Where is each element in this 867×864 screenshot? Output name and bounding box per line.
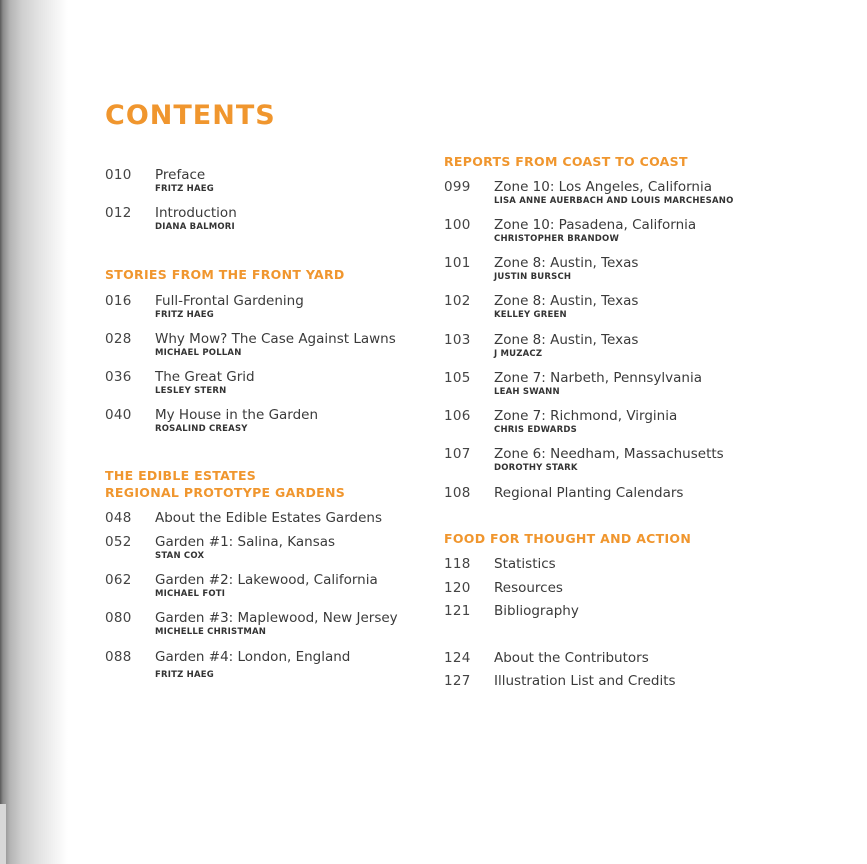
entry-author: JUSTIN BURSCH — [494, 272, 572, 282]
entry-author: MICHAEL FOTI — [155, 589, 226, 599]
page-number: 088 — [105, 649, 132, 665]
entry-title: Illustration List and Credits — [494, 673, 676, 689]
page-edge — [0, 804, 6, 864]
page-number: 062 — [105, 572, 132, 588]
section-heading: STORIES FROM THE FRONT YARD — [105, 267, 345, 282]
entry-title: Garden #3: Maplewood, New Jersey — [155, 610, 398, 626]
page-number: 100 — [444, 217, 471, 233]
entry-author: MICHELLE CHRISTMAN — [155, 627, 267, 637]
section-heading-line: REGIONAL PROTOTYPE GARDENS — [105, 485, 346, 500]
entry-author: FRITZ HAEG — [155, 670, 214, 680]
page-number: 010 — [105, 167, 132, 183]
entry-title: Zone 7: Richmond, Virginia — [494, 408, 678, 424]
entry-author: ROSALIND CREASY — [155, 424, 248, 434]
page-number: 080 — [105, 610, 132, 626]
entry-title: Garden #4: London, England — [155, 649, 351, 665]
page-number: 052 — [105, 534, 132, 550]
entry-author: DIANA BALMORI — [155, 222, 235, 232]
page-number: 036 — [105, 369, 132, 385]
book-spine-shadow — [0, 0, 68, 864]
section-heading — [105, 467, 345, 501]
entry-author: DOROTHY STARK — [494, 463, 578, 473]
entry-title: Zone 10: Los Angeles, California — [494, 179, 712, 195]
entry-author: LISA ANNE AUERBACH AND LOUIS MARCHESANO — [494, 196, 734, 206]
entry-author: FRITZ HAEG — [155, 184, 214, 194]
section-heading: FOOD FOR THOUGHT AND ACTION — [444, 531, 692, 546]
page-number: 105 — [444, 370, 471, 386]
entry-author: LESLEY STERN — [155, 386, 227, 396]
section-heading: REPORTS FROM COAST TO COAST — [444, 154, 688, 169]
entry-author: KELLEY GREEN — [494, 310, 567, 320]
section-heading-line: THE EDIBLE ESTATES — [105, 468, 257, 483]
entry-title: Zone 7: Narbeth, Pennsylvania — [494, 370, 703, 386]
entry-title: The Great Grid — [155, 369, 255, 385]
page-number: 028 — [105, 331, 132, 347]
entry-title: Zone 6: Needham, Massachusetts — [494, 446, 724, 462]
page-number: 121 — [444, 603, 471, 619]
entry-title: Garden #2: Lakewood, California — [155, 572, 378, 588]
entry-title: Preface — [155, 167, 206, 183]
page-number: 048 — [105, 510, 132, 526]
page-number: 040 — [105, 407, 132, 423]
page-number: 124 — [444, 650, 471, 666]
entry-title: Zone 8: Austin, Texas — [494, 255, 639, 271]
entry-title: Statistics — [494, 556, 556, 572]
entry-author: MICHAEL POLLAN — [155, 348, 242, 358]
entry-author: LEAH SWANN — [494, 387, 560, 397]
page-number: 102 — [444, 293, 471, 309]
page-number: 103 — [444, 332, 471, 348]
entry-title: Bibliography — [494, 603, 579, 619]
page-number: 101 — [444, 255, 471, 271]
entry-author: FRITZ HAEG — [155, 310, 214, 320]
entry-author: J MUZACZ — [494, 349, 543, 359]
entry-title: Why Mow? The Case Against Lawns — [155, 331, 396, 347]
entry-title: My House in the Garden — [155, 407, 319, 423]
entry-title: Resources — [494, 580, 563, 596]
entry-author: CHRIS EDWARDS — [494, 425, 577, 435]
page-number: 012 — [105, 205, 132, 221]
page-number: 106 — [444, 408, 471, 424]
page-number: 120 — [444, 580, 471, 596]
entry-title: Garden #1: Salina, Kansas — [155, 534, 336, 550]
entry-author: STAN COX — [155, 551, 205, 561]
entry-title: Zone 8: Austin, Texas — [494, 293, 639, 309]
page-number: 118 — [444, 556, 471, 572]
entry-author: CHRISTOPHER BRANDOW — [494, 234, 620, 244]
entry-title: Regional Planting Calendars — [494, 485, 684, 501]
entry-title: Full-Frontal Gardening — [155, 293, 304, 309]
entry-title: About the Edible Estates Gardens — [155, 510, 382, 526]
entry-title: Zone 8: Austin, Texas — [494, 332, 639, 348]
page-number: 016 — [105, 293, 132, 309]
page-number: 107 — [444, 446, 471, 462]
page-number: 099 — [444, 179, 471, 195]
entry-title: Introduction — [155, 205, 237, 221]
page-number: 127 — [444, 673, 471, 689]
entry-title: About the Contributors — [494, 650, 649, 666]
page-number: 108 — [444, 485, 471, 501]
entry-title: Zone 10: Pasadena, California — [494, 217, 697, 233]
page-title: CONTENTS — [105, 100, 276, 131]
